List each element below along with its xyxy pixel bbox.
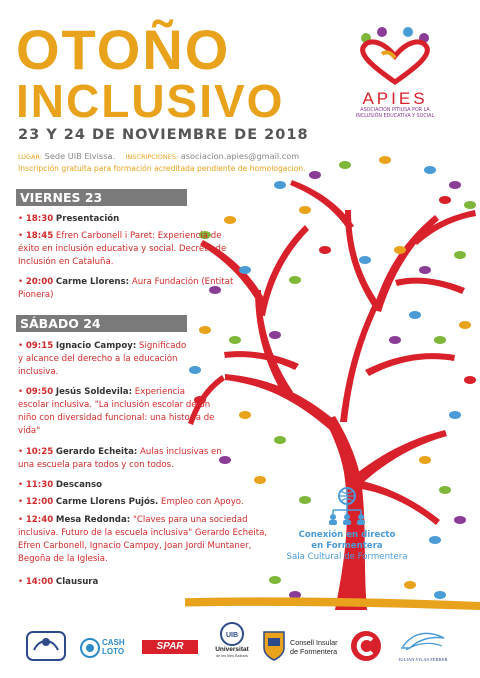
apse-logo	[24, 628, 68, 664]
viernes-item-2: • 18:45 Efren Carbonell i Paret: Experiencia de éxito en inclusión educativa y social. Decreto de Inclusión en Cataluña.	[18, 231, 227, 267]
sabado-header: SÁBADO 24	[16, 315, 187, 332]
c-logo	[350, 630, 382, 662]
sabado-item-1: • 09:15 Ignacio Campoy: Significado y alcance del derecho a la educación inclusiva.	[18, 341, 187, 377]
connection-line-2: en Formentera	[311, 541, 383, 551]
inscripciones-label: INSCRIPCIONES:	[125, 153, 179, 161]
title-line-1: OTOÑO	[16, 18, 231, 81]
title-line-2: INCLUSIVO	[16, 75, 285, 127]
apies-logo	[345, 24, 445, 134]
sabado-item-5: • 12:00 Carme Llorens Pujós. Empleo con Apoyo.	[18, 497, 244, 507]
cash-loto-logo: CASH LOTO	[80, 630, 132, 664]
apies-name: APIES	[362, 89, 428, 108]
lugar-value: Sede UIB Eivissa.	[44, 151, 116, 161]
event-date: 23 Y 24 DE NOVIEMBRE DE 2018	[18, 127, 309, 143]
network-globe-icon	[325, 486, 369, 526]
vilas-ferrer-logo: JULIAN VILAS FERRER	[388, 628, 458, 668]
spar-logo: SPAR	[142, 640, 198, 654]
heart-people-icon	[352, 24, 438, 86]
event-meta	[18, 151, 299, 161]
apies-subtitle-2: INCLUSIÓN EDUCATIVA Y SOCIAL	[355, 114, 435, 119]
connection-line-3: Sala Cultural de Formentera	[286, 552, 408, 562]
sabado-item-7: • 14:00 Clausura	[18, 577, 99, 587]
viernes-item-3: • 20:00 Carme Llorens: Aura Fundación (Entitat Pionera)	[18, 277, 234, 300]
connection-block	[282, 486, 412, 563]
sabado-item-4: • 11:30 Descanso	[18, 480, 103, 490]
sabado-item-3: • 10:25 Gerardo Echeita: Aulas inclusivas en una escuela para todos y con todos.	[18, 447, 222, 470]
apies-subtitle-1: ASOCIACIÓN PITIUSA POR LA	[360, 108, 430, 113]
viernes-item-1: • 18:30 Presentación	[18, 214, 120, 224]
sponsor-logos	[0, 614, 480, 678]
lugar-label: LUGAR:	[18, 153, 43, 161]
inscripciones-email[interactable]: asociacion.apies@gmail.com	[180, 151, 300, 161]
registration-note: Inscripción gratuita para formación acreditada pendiente de homologacion.	[18, 164, 306, 173]
connection-line-1: Conexión en directo	[298, 530, 396, 540]
uib-logo: UIB Universitat de les Illes Balears	[210, 622, 254, 672]
viernes-header: VIERNES 23	[16, 189, 187, 206]
consell-text: Consell Insular de Formentera	[290, 638, 338, 656]
sabado-item-2: • 09:50 Jesús Soldevila: Experiencia escolar inclusiva. "La inclusión escolar de un niño con diversidad funcional: una historia de vida"	[18, 387, 215, 436]
sabado-item-6: • 12:40 Mesa Redonda: "Claves para una sociedad inclusiva. Futuro de la escuela inclusiva" Gerardo Echeita, Efren Carbonell, Ignacio Campoy, Joan Jordi Muntaner, Begoña de la Iglesia.	[18, 515, 268, 564]
consell-crest-icon	[262, 628, 286, 662]
